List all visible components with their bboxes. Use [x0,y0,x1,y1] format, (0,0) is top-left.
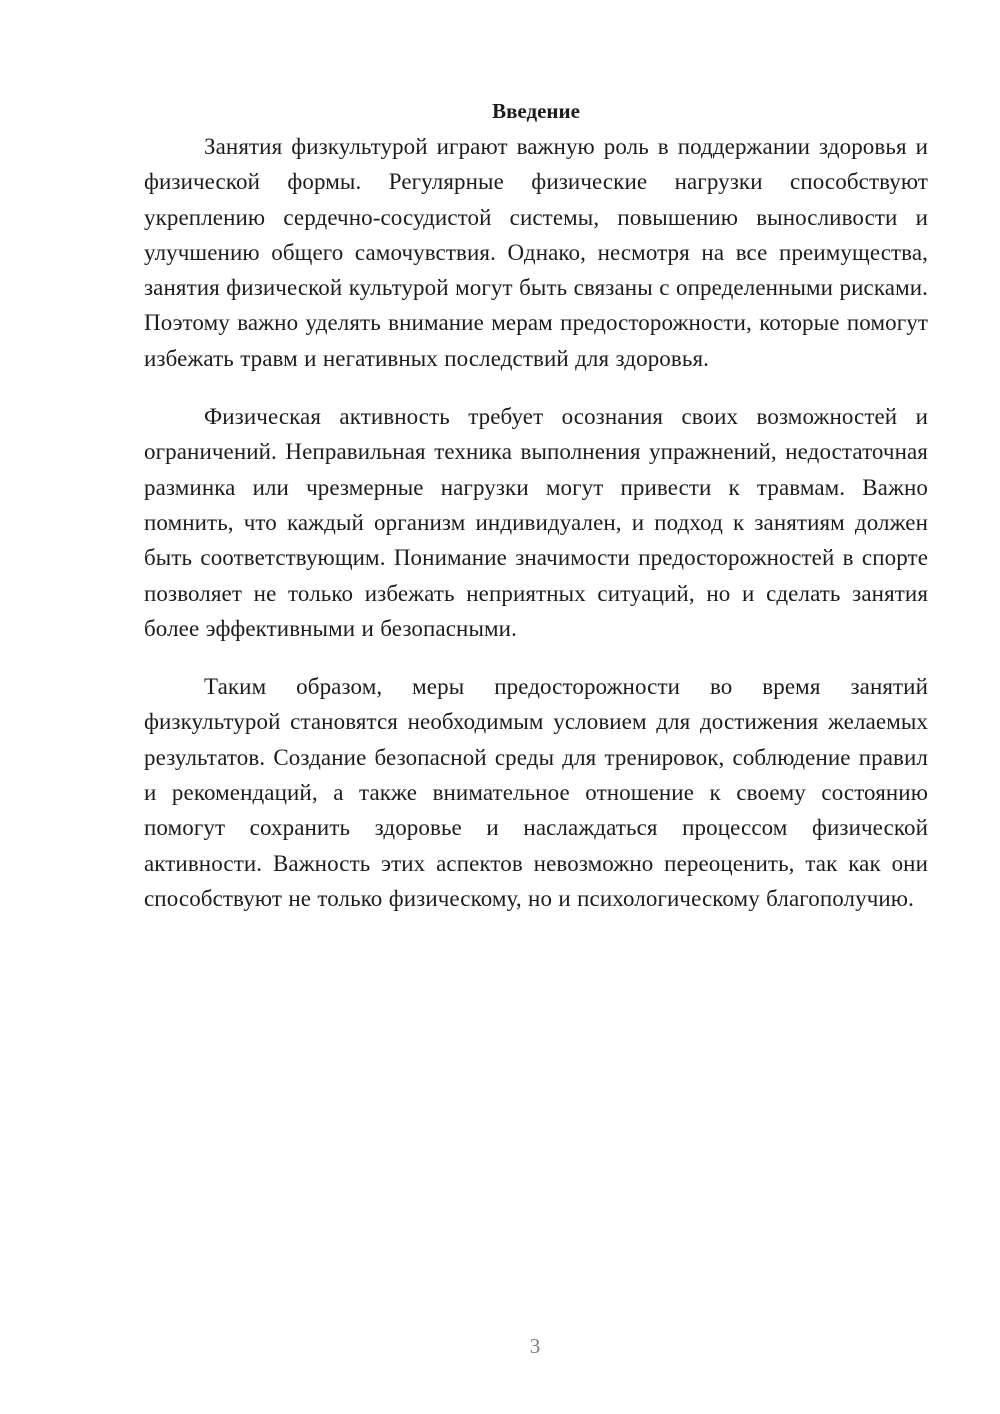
paragraph-3: Таким образом, меры предосторожности во время занятий физкультурой становятся необходимым условием для достижения желаемых результатов. Создание безопасной среды для тренировок, соблюдение правил и рекомендаций, а также внимательное отношение к своему состоянию помогут сохранить здоровье и наслаждаться процессом физической активности. Важность этих аспектов невозможно переоценить, так как они способствуют не только физическому, но и психологическому благополучию. [144,674,928,911]
paragraph-2: Физическая активность требует осознания своих возможностей и ограничений. Неправильная техника выполнения упражнений, недостаточная разминка или чрезмерные нагрузки могут привести к травмам. Важно помнить, что каждый организм индивидуален, и подход к занятиям должен быть соответствующим. Понимание значимости предосторожностей в спорте позволяет не только избежать неприятных ситуаций, но и сделать занятия более эффективными и безопасными. [144,404,928,641]
page-content [144,94,928,916]
section-heading: Введение [492,99,580,123]
page-number: 3 [529,1334,541,1358]
paragraph-1: Занятия физкультурой играют важную роль в поддержании здоровья и физической формы. Регулярные физические нагрузки способствуют укреплению сердечно-сосудистой системы, повышению выносливости и улучшению общего самочувствия. Однако, несмотря на все преимущества, занятия физической культурой могут быть связаны с определенными рисками. Поэтому важно уделять внимание мерам предосторожности, которые помогут избежать травм и негативных последствий для здоровья. [144,134,928,371]
